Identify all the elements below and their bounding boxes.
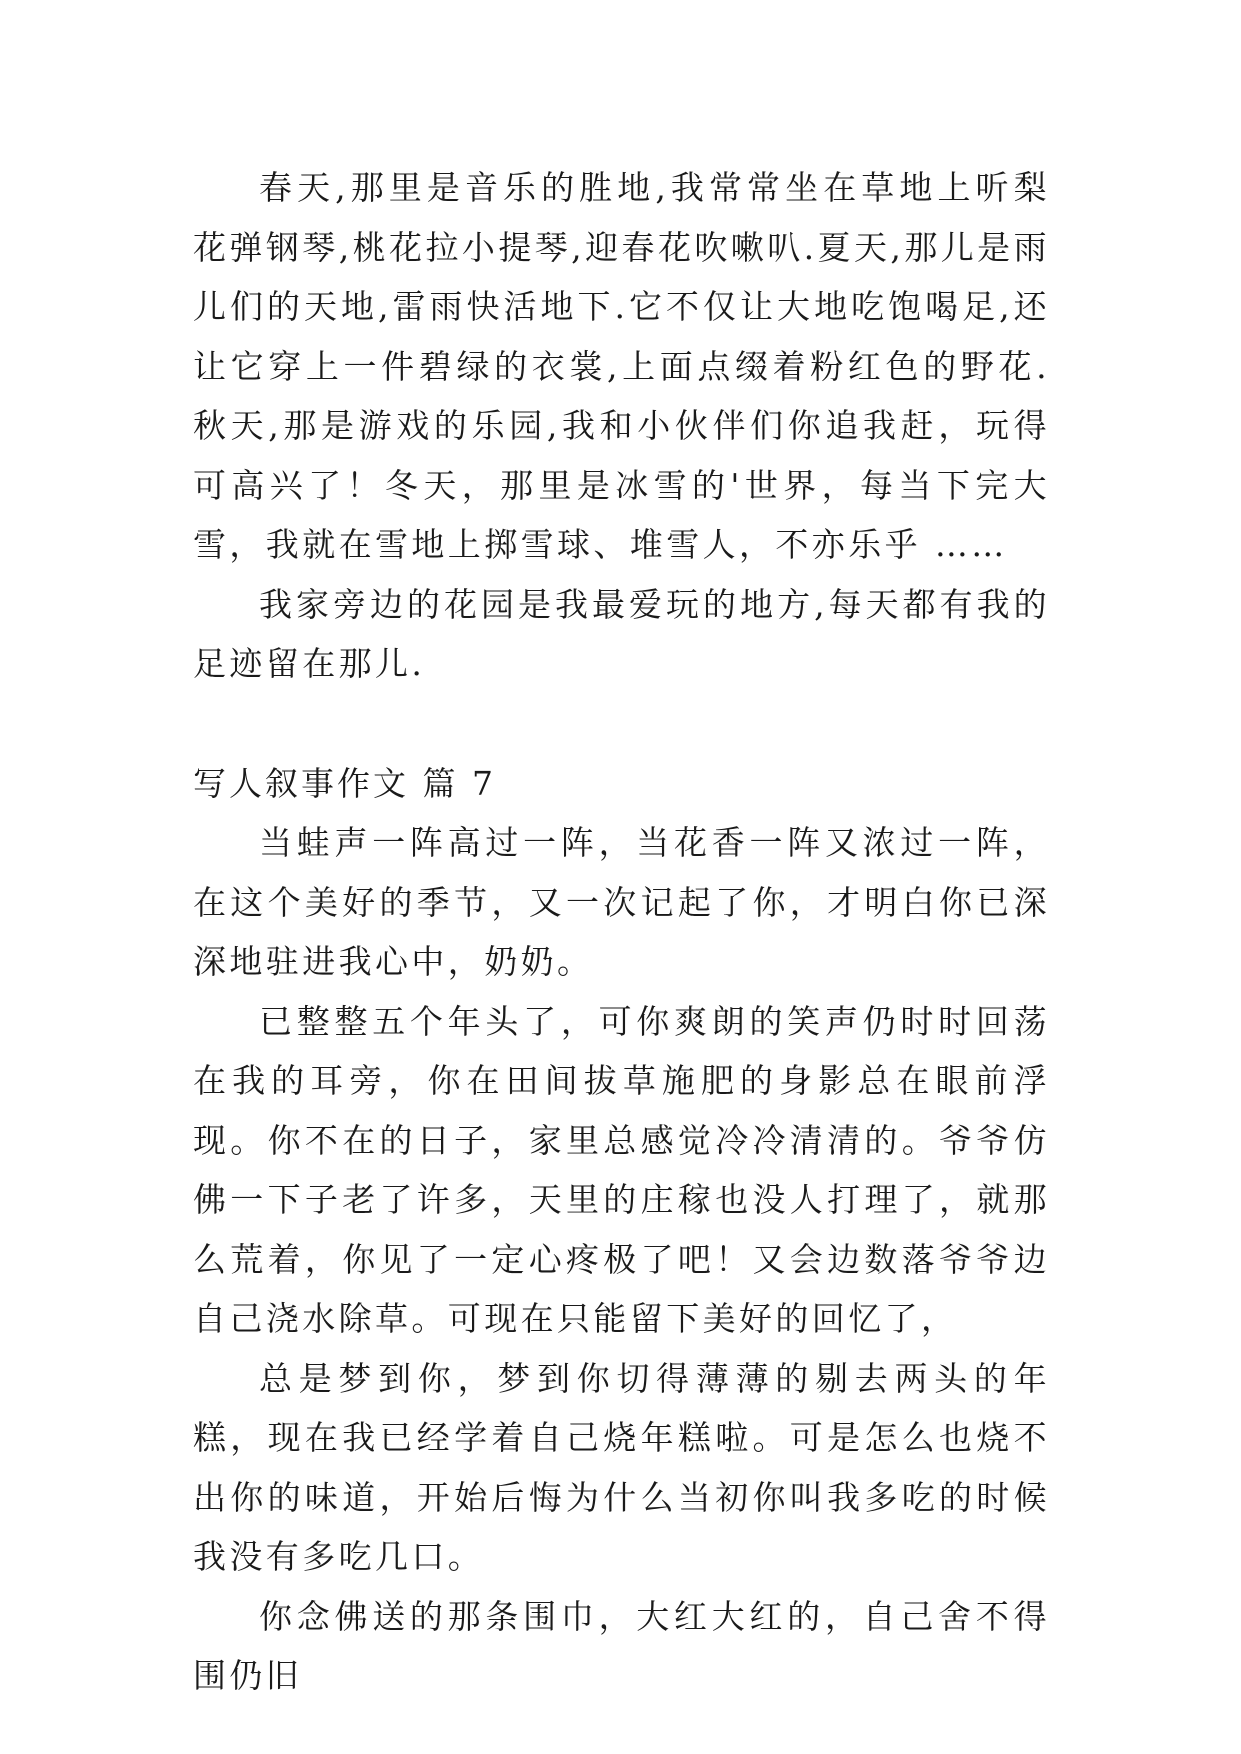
section-title: 写人叙事作文 篇 7 [193,763,496,803]
paragraph-garden: 我家旁边的花园是我最爱玩的地方,每天都有我的足迹留在那儿. [193,584,1050,683]
paragraph-five-years: 已整整五个年头了，可你爽朗的笑声仍时时回荡在我的耳旁，你在田间拔草施肥的身影总在眼前浮现。你不在的日子，家里总感觉冷冷清清的。爷爷仿佛一下子老了许多，天里的庄稼也没人打理了，就那么荒着，你见了一定心疼极了吧！又会边数落爷爷边自己浇水除草。可现在只能留下美好的回忆了， [193,1001,1050,1338]
paragraph-rice-cake: 总是梦到你，梦到你切得薄薄的剔去两头的年糕，现在我已经学着自己烧年糕啦。可是怎么也烧不出你的味道，开始后悔为什么当初你叫我多吃的时候我没有多吃几口。 [193,1358,1050,1576]
paragraph-scarf: 你念佛送的那条围巾，大红大红的，自己舍不得围仍旧 [193,1596,1050,1695]
paragraph-frog-sounds: 当蛙声一阵高过一阵，当花香一阵又浓过一阵，在这个美好的季节，又一次记起了你，才明白你已深深地驻进我心中，奶奶。 [193,823,1050,981]
paragraph-seasons: 春天,那里是音乐的胜地,我常常坐在草地上听梨花弹钢琴,桃花拉小提琴,迎春花吹嗽叭.夏天,那儿是雨儿们的天地,雷雨快活地下.它不仅让大地吃饱喝足,还让它穿上一件碧绿的衣裳,上面点缀着粉红色的野花.秋天,那是游戏的乐园,我和小伙伴们你追我赶，玩得可高兴了！冬天，那里是冰雪的'世界，每当下完大雪，我就在雪地上掷雪球、堆雪人，不亦乐乎 …… [193,168,1050,564]
document-body [193,158,1050,1706]
